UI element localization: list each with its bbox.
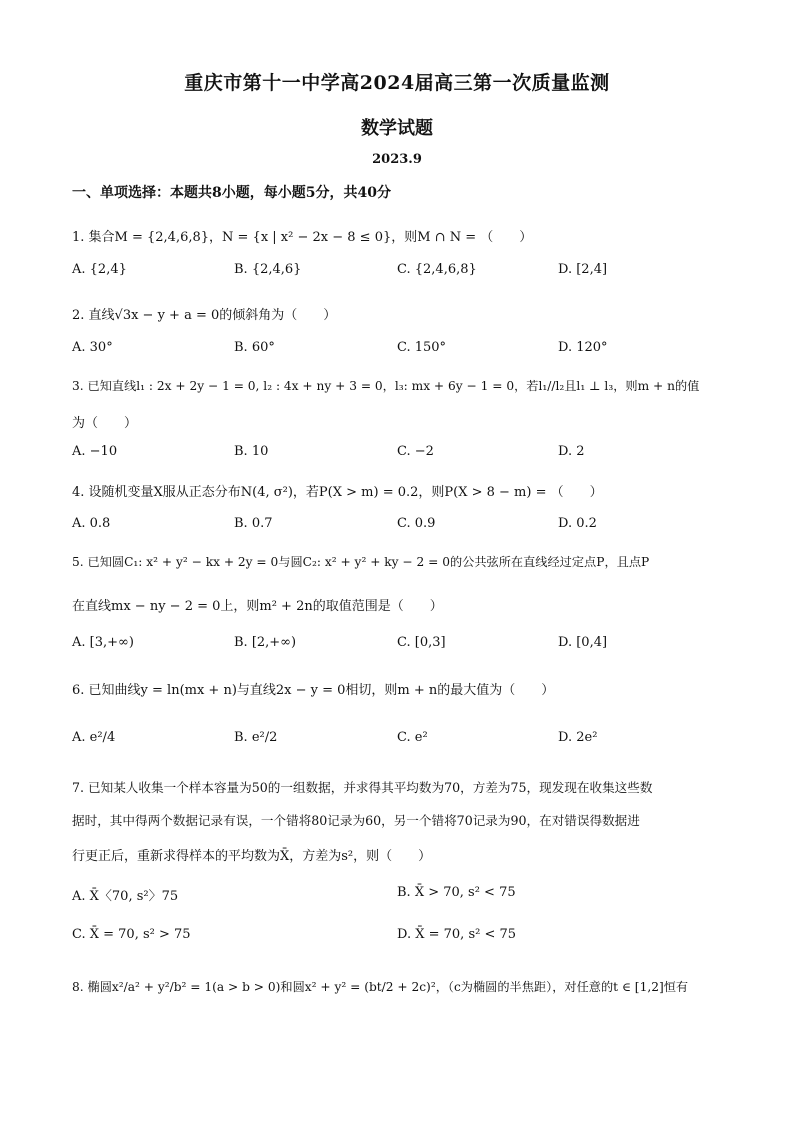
question-3: 3. 已知直线l₁ : 2x + 2y − 1 = 0, l₂ : 4x + ny + 3 = 0，l₃: mx + 6y − 1 = 0，若l₁//l₂且l₁ ⊥ l₃，则m + n的值 xyxy=(72,379,700,393)
q2-option-c: C. 150° xyxy=(397,340,447,355)
q4-option-a: A. 0.8 xyxy=(72,516,111,531)
q1-option-b: B. {2,4,6} xyxy=(234,262,302,277)
question-7: 7. 已知某人收集一个样本容量为50的一组数据，并求得其平均数为70，方差为75，现发现在收集这些数 xyxy=(72,780,653,795)
q3-option-a: A. −10 xyxy=(72,444,118,459)
question-7-cont-1: 据时，其中得两个数据记录有误，一个错将80记录为60，另一个错将70记录为90，在对错误得数据进 xyxy=(72,813,640,828)
question-1: 1. 集合M = {2,4,6,8}，N = {x | x² − 2x − 8 ≤ 0}，则M ∩ N = （ ） xyxy=(72,230,533,245)
q5-option-d: D. [0,4] xyxy=(558,635,608,650)
q5-option-c: C. [0,3] xyxy=(397,635,446,650)
q2-option-a: A. 30° xyxy=(72,340,113,355)
subject-title: 数学试题 xyxy=(361,118,433,139)
exam-title: 重庆市第十一中学高2024届高三第一次质量监测 xyxy=(184,72,610,94)
question-4: 4. 设随机变量X服从正态分布N(4, σ²)，若P(X > m) = 0.2，则P(X > 8 − m) = （ ） xyxy=(72,485,603,500)
q1-option-c: C. {2,4,6,8} xyxy=(397,262,477,277)
q7-option-a: A. X̄〈70, s²〉75 xyxy=(72,889,179,904)
q1-option-a: A. {2,4} xyxy=(72,262,127,277)
question-2: 2. 直线√3x − y + a = 0的倾斜角为（ ） xyxy=(72,308,337,323)
question-7-cont-2: 行更正后，重新求得样本的平均数为X̄，方差为s²，则（ ） xyxy=(72,849,432,864)
q2-option-d: D. 120° xyxy=(558,340,608,355)
q3-option-d: D. 2 xyxy=(558,444,585,459)
question-3-cont: 为（ ） xyxy=(72,416,138,431)
q6-option-a: A. e²/4 xyxy=(72,730,116,745)
section-heading: 一、单项选择：本题共8小题，每小题5分，共40分 xyxy=(72,185,391,201)
q5-option-b: B. [2,+∞) xyxy=(234,635,297,650)
q4-option-c: C. 0.9 xyxy=(397,516,436,531)
q4-option-d: D. 0.2 xyxy=(558,516,597,531)
q2-option-b: B. 60° xyxy=(234,340,275,355)
q3-option-c: C. −2 xyxy=(397,444,434,459)
q7-option-c: C. X̄ = 70, s² > 75 xyxy=(72,927,191,942)
q5-option-a: A. [3,+∞) xyxy=(72,635,134,650)
q3-option-b: B. 10 xyxy=(234,444,269,459)
question-8: 8. 椭圆x²/a² + y²/b² = 1(a > b > 0)和圆x² + y² = (bt/2 + 2c)²，（c为椭圆的半焦距），对任意的t ∈ [1,2]恒有 xyxy=(72,980,689,994)
q7-option-b: B. X̄ > 70, s² < 75 xyxy=(397,885,516,900)
question-6: 6. 已知曲线y = ln(mx + n)与直线2x − y = 0相切，则m + n的最大值为（ ） xyxy=(72,683,555,698)
q6-option-d: D. 2e² xyxy=(558,730,598,745)
q6-option-c: C. e² xyxy=(397,730,428,745)
q6-option-b: B. e²/2 xyxy=(234,730,278,745)
question-5: 5. 已知圆C₁: x² + y² − kx + 2y = 0与圆C₂: x² + y² + ky − 2 = 0的公共弦所在直线经过定点P，且点P xyxy=(72,555,650,569)
exam-date: 2023.9 xyxy=(372,152,422,167)
q4-option-b: B. 0.7 xyxy=(234,516,273,531)
q1-option-d: D. [2,4] xyxy=(558,262,608,277)
question-5-cont: 在直线mx − ny − 2 = 0上，则m² + 2n的取值范围是（ ） xyxy=(72,599,443,614)
q7-option-d: D. X̄ = 70, s² < 75 xyxy=(397,927,517,942)
